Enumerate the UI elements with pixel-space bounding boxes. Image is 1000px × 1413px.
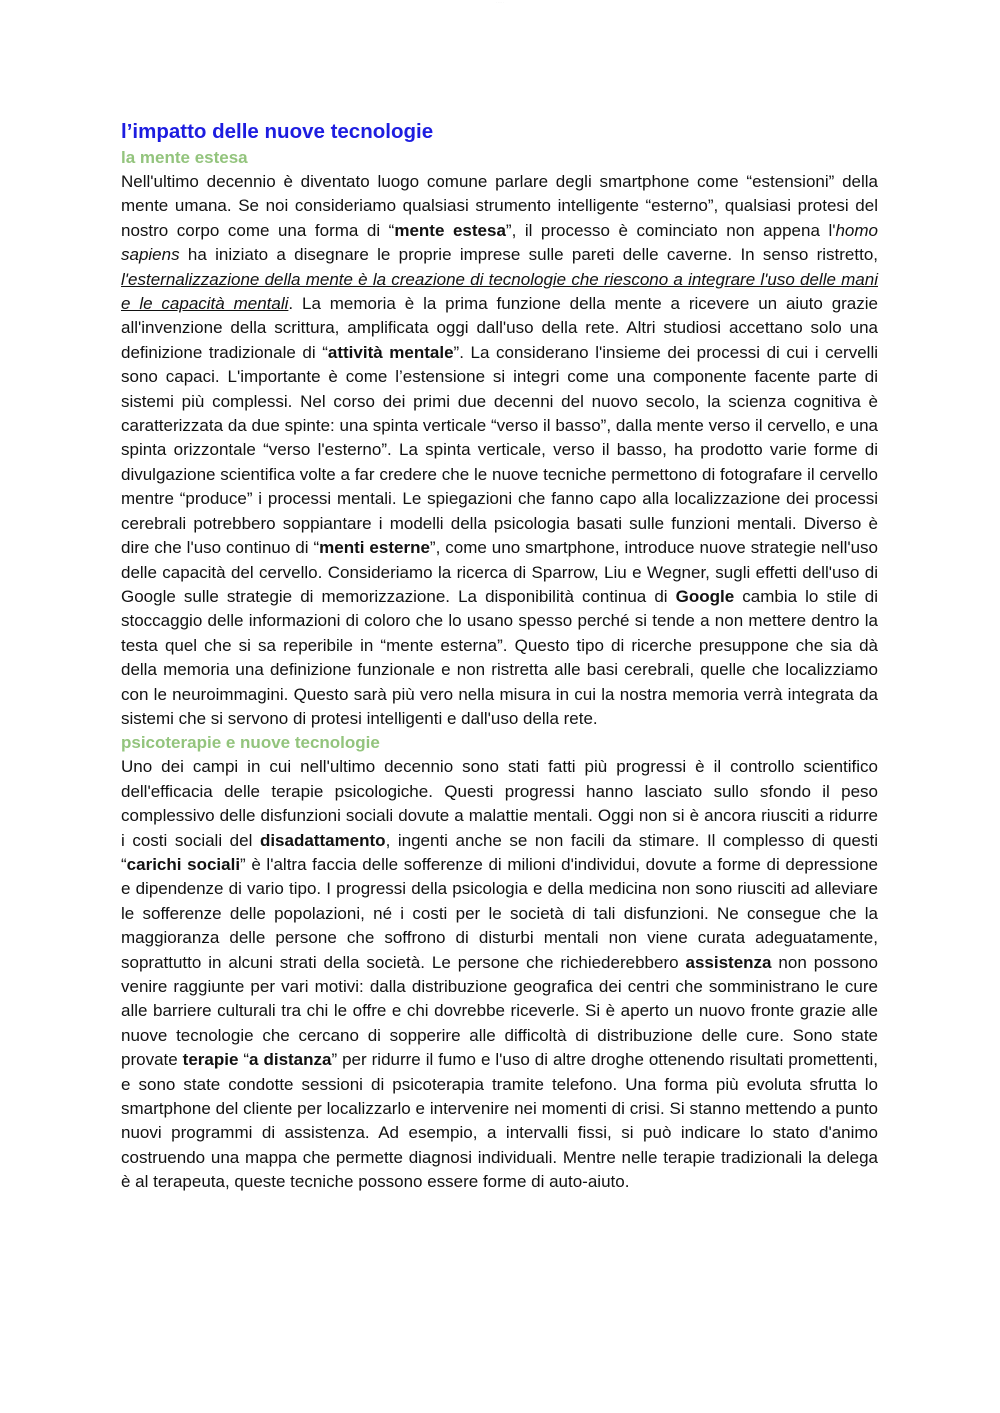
text-run: ”. La considerano l'insieme dei processi di cui i cervelli sono capaci. L'importante è come l’estensione si integri come una componente facente parte di sistemi più complessi. Nel corso dei primi due decenni del nuovo secolo, la scienza cognitiva è caratterizzata da due spinte: una spinta verticale “verso il basso”, dalla mente verso il cervello, e una spinta orizzontale “verso l'esterno”. La spinta verticale, verso il basso, ha prodotto varie forme di divulgazione scientifica volte a far credere che le nuove tecniche permettono di fotografare il cervello mentre “produce” i processi mentali. Le spiegazioni che fanno capo alla localizzazione dei processi cerebrali potrebbero soppiantare i modelli della psicologia basati sulle funzioni mentali. Diverso è dire che l'uso continuo di “ [121,342,878,558]
section-paragraph-mente-estesa [121,170,878,731]
page-top-mark: · · · · · [495,0,505,4]
bold-text-run: attività mentale [327,342,454,362]
bold-text-run: assistenza [685,952,772,972]
text-run: “ [238,1050,250,1070]
text-run: . La memoria è la prima funzione della mente a ricevere un aiuto grazie all'invenzione della scrittura, amplificata oggi dall'uso della rete. Altri studiosi accettano solo una definizione tradizionale di “ [121,294,878,362]
section-heading-psicoterapie: psicoterapie e nuove tecnologie [121,733,380,753]
text-run: ”, come uno smartphone, introduce nuove strategie nell'uso delle capacità del cervello. Consideriamo la ricerca di Sparrow, Liu e Wegner, sugli effetti dell'uso di Google sulle strategie di memorizzazione. La disponibilità continua di [121,538,878,606]
text-run: non possono venire raggiunte per vari motivi: dalla distribuzione geografica dei centri che somministrano le cure alle barriere culturali tra chi le offre e chi dovrebbe riceverle. Si è aperto un nuovo fronte grazie alle nuove tecnologie che cercano di sopperire alle difficoltà di distribuzione delle cure. Sono state provate [121,952,878,1070]
document-title: l’impatto delle nuove tecnologie [121,120,434,143]
bold-text-run: Google [675,586,735,606]
italic-text-run: homo sapiens [121,220,878,265]
text-run: , ingenti anche se non facili da stimare. Il complesso di questi “ [121,830,878,874]
section-heading-mente-estesa: la mente estesa [121,148,248,167]
text-run: ” per ridurre il fumo e l'uso di altre droghe ottenendo risultati promettenti, e sono state condotte sessioni di psicoterapia tramite telefono. Una forma più evoluta sfrutta lo smartphone del cliente per localizzarlo e intervenire nei momenti di crisi. Si stanno mettendo a punto nuovi programmi di assistenza. Ad esempio, a intervalli fissi, si può indicare lo stato d'animo costruendo una mappa che permette diagnosi individuali. Mentre nelle terapie tradizionali la delega è al terapeuta, queste tecniche possono essere forme di auto-aiuto. [121,1050,879,1192]
italic-text-run: l'esternalizzazione della mente è la creazione di tecnologie che riescono a integrare l'uso delle mani e le capacità mentali [121,269,878,314]
bold-text-run: a distanza [249,1050,332,1070]
section-paragraph-psicoterapie [121,755,878,1194]
bold-text-run: carichi sociali [126,854,241,874]
text-run: Uno dei campi in cui nell'ultimo decennio sono stati fatti più progressi è il controllo scientifico dell'efficacia delle terapie psicologiche. Questi progressi hanno lasciato sullo sfondo il peso complessivo delle disfunzioni sociali dovute a malattie mentali. Oggi non si è ancora riusciti a ridurre i costi sociali del [121,757,878,850]
text-run: ” è l'altra faccia delle sofferenze di milioni d'individui, dovute a forme di depressione e dipendenze di vario tipo. I progressi della psicologia e della medicina non sono riusciti ad alleviare le sofferenze delle popolazioni, né i costi per le società di tali disfunzioni. Ne consegue che la maggioranza delle persone che soffrono di disturbi mentali non viene curata adeguatamente, soprattutto in alcuni strati della società. Le persone che richiederebbero [121,854,878,972]
text-run: Nell'ultimo decennio è diventato luogo comune parlare degli smartphone come “estensioni” della mente umana. Se noi consideriamo qualsiasi strumento intelligente “esterno”, qualsiasi protesi del nostro corpo come una forma di “ [121,172,878,240]
document-page [121,118,878,1195]
text-run: ha iniziato a disegnare le proprie imprese sulle pareti delle caverne. In senso ristretto, [179,245,878,265]
bold-text-run: disadattamento [259,830,386,850]
text-run: cambia lo stile di stoccaggio delle informazioni di coloro che lo usano spesso perché si tende a non mettere dentro la testa quel che si sa reperibile in “mente esterna”. Questo tipo di ricerche presuppone che sia dà della memoria una definizione funzionale e non ristretta alle basi cerebrali, quelle che localizziamo con le neuroimmagini. Questo sarà più vero nella misura in cui la nostra memoria verrà integrata da sistemi che si servono di protesi intelligenti e dall'uso della rete. [121,586,879,728]
bold-text-run: menti esterne [319,538,430,558]
text-run: ”, il processo è cominciato non appena l' [505,220,836,240]
bold-text-run: mente estesa [394,220,506,240]
bold-text-run: terapie [182,1050,239,1070]
